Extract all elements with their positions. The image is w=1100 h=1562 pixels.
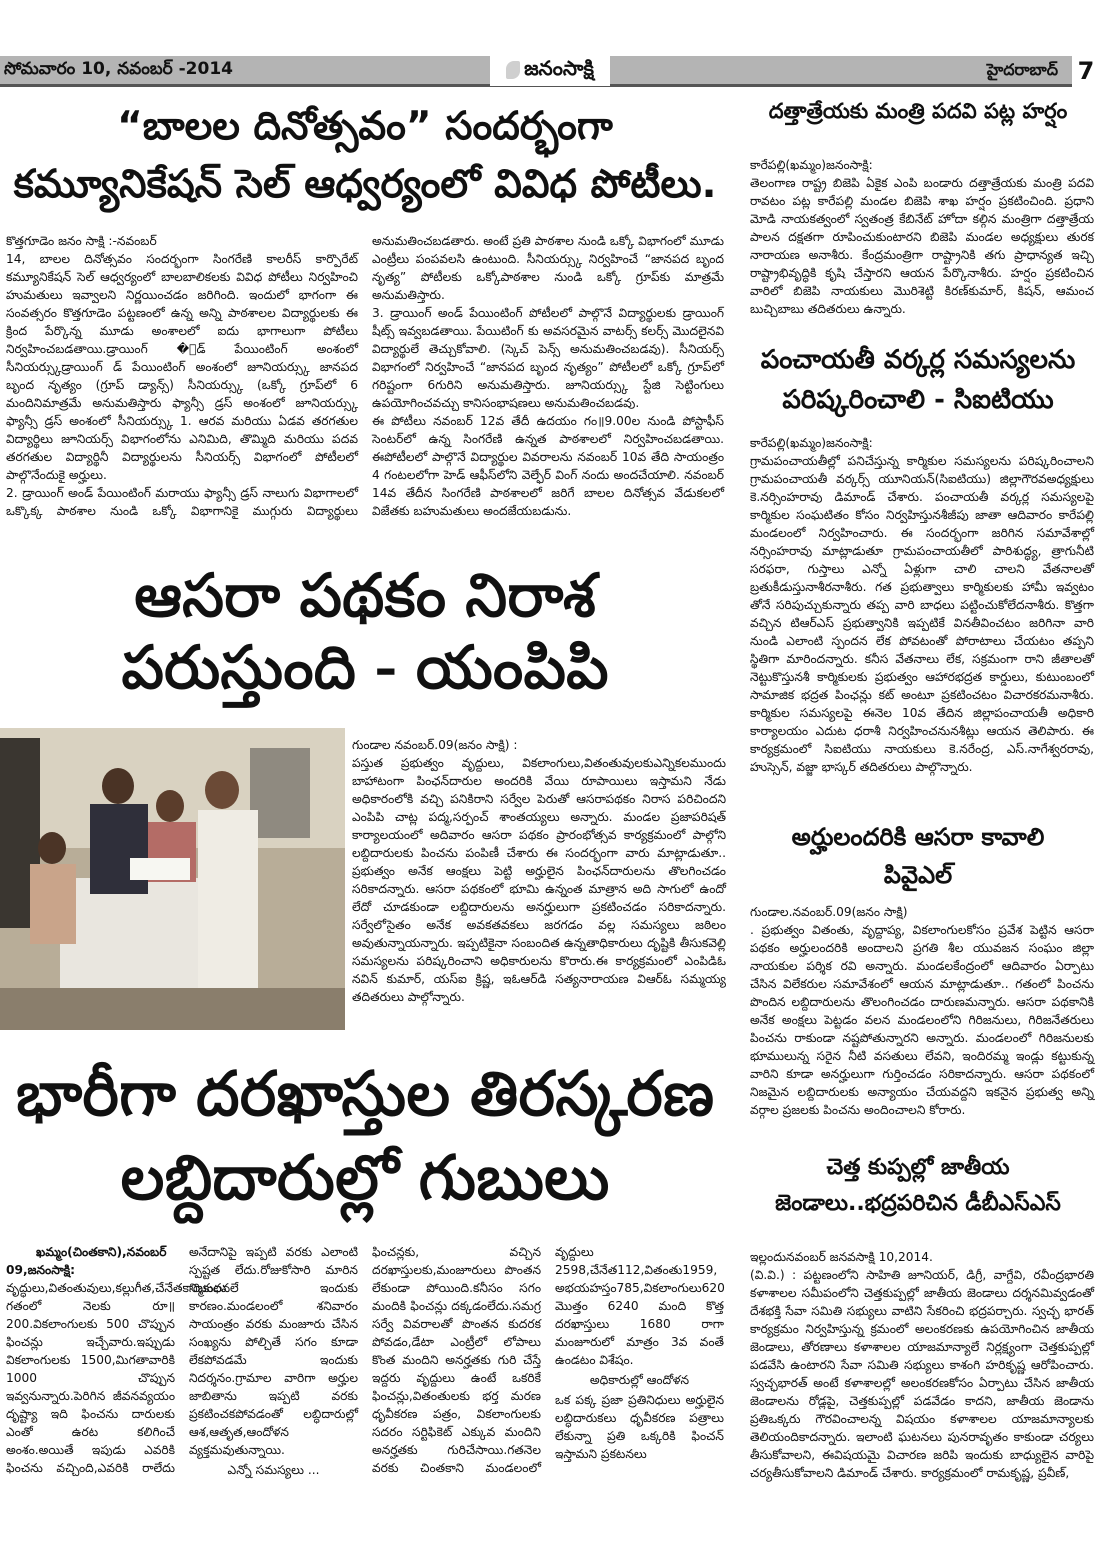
headline-asara: [0, 560, 730, 704]
paragraph: ఒక పక్క ప్రజా ప్రతినిధులు అర్హులైన లబ్ధిదారుకలు ధృవీకరణ పత్రాలు లేకున్నా ప్రతి ఒక్కరికి ఫించన్ ఇస్తామని ప్రకటనలు: [555, 1393, 724, 1461]
headline-line: దత్తాత్రేయకు మంత్రి పదవి పట్ల హర్షం: [768, 99, 1068, 123]
paragraph: వృద్ధులు,వితంతువులు,కల్లుగీత,చేనేతకార్మికులు గతంలో నెలకు రూ॥200.వికలాంగులకు 500 చొప్పున ఫించన్లు ఇచ్చేవారు.ఇప్పుడు వికలాంగులకు 1500,మిగతావారికి 1000 చొప్పున ఇవ్వనున్నారు.పెరిగిన జీవనవ్యయం దృష్ట్యా ఇది ఫించను దారులకు ఎంతో ఉరట కలిగించే అంశం.అయితే ఇపుడు ఎవరికి ఫించను వచ్చింది,ఎవరికి రాలేదు అనేదానిపై ఇప్పటి వరకు ఎలాంటి స్పష్టత లేదు.రోజుకోసారి మారిన నిబంధనలే ఇందుకు కారణం.మండలంలో శనివారం సాయంత్రం వరకు మంజూరు చేసిన సంఖ్యను పోల్చితే సగం కూడా లేకపోవడమే ఇందుకు నిదర్శనం.గ్రామాల వారిగా అర్హుల జాబితాను ఇప్పటి వరకు ప్రకటించకపోవడంతో లబ్ధిదారుల్లో ఆశ,ఆతృత,ఆందోళన వ్యక్తమవుతున్నాయి.: [6, 1245, 358, 1475]
issue-date: సోమవారం 10, నవంబర్ -2014: [4, 59, 233, 79]
paragraph: 3. డ్రాయింగ్ అండ్ పేయింటింగ్ పోటీలలో పాల్గొనే విద్యార్థులకు డ్రాయింగ్ షీట్స్ ఇవ్వబడతాయి. పేయిటింగ్ కు అవసరమైన వాటర్స్ కలర్స్ మొదలైనవి విద్యార్థులే తెచ్చుకోవాలి. (స్కెచ్ పెన్స్ అనుమతించబడవు). సీనియర్స్ విభాగంలో నిర్వహించే “జానపద బృంద నృత్యం” పోటీలలో ఒక్కో గ్రూప్‌లో గరిష్టంగా 6గురిని అనుమతిస్తారు. జూనియర్స్కు స్టేజి సెట్టింగులు ఉపయోగించవచ్చు కానిసంభాషణలు అనుమతించబడవు.: [372, 306, 724, 410]
article-asara-body: [352, 736, 726, 1006]
photo-pension-distribution: [0, 728, 345, 1030]
paragraph: . ప్రభుత్వం వితంతు, వృద్దాప్య, వికలాంగులకోసం ప్రవేశ పెట్టిన ఆసరా పథకం అర్హులందరికి అందాలని ప్రగతి శీల యువజన సంఘం జిల్లా నాయకుల పర్శిక రవి అన్నారు. మండలకేంద్రంలో ఆదివారం ఏర్పాటు చేసిన విలేకరుల సమావేశంలో ఆయన మాట్లాడుతూ.. గతంలో పించను పొందిన లబ్దిదారులను తొలంగించడం దారుణమన్నారు. ఆసరా పథకానికి అనేక అంక్షలు పెట్టడం వలన మండలంలోని గిరిజనులు, గిరిజనేతరులు పించను రాకుండా నష్టపోతున్నారని అన్నారు. మండలంలో గిరిజనులకు భూములున్న సరైన నీటి వసతులు లేవని, ఇందిరమ్మ ఇండ్లు కట్టుకున్న వారిని కూడా అనర్హులుగా గుర్తించడం సరికాదన్నారు. ఆసరా పథకంలో నిజమైన లబ్దిదారులకు అన్యాయం చేయవద్దని ఇకనైన ప్రభుత్వ అన్ని వర్గాల ప్రజలకు పించను అందించాలని కోరారు.: [750, 923, 1094, 1117]
page-number: 7: [1072, 54, 1100, 88]
paragraph: (వి.వి.) : పట్టణంలోని సాహితి జూనియర్, డిగ్రీ, వాగ్దేవి, రవీంద్రభారతి కళాశాలల సమీపంలోని చెత్తకుప్పల్లో జాతీయ జెండాలు దర్శనమివ్వడంతో దేశభక్తి సేవా సమితి సభ్యులు వాటిని సేకరించి భద్రపర్చారు. స్వచ్ఛ భారత్ కార్యక్రమం నిర్వహిస్తున్న క్రమంలో అలంకరణకు ఉపయోగించిన జాతీయ జెండాలు, తోరణాలు కళాశాలల యాజమాన్యాలే నిర్లక్ష్యంగా చెత్తకుప్పల్లో పడవేసి ఉంటారని సేవా సమితి సభ్యులు కాశంగి హరికృష్ణ ఆరోపించారు. స్వచ్ఛభారత్ అంటే కళాశాలల్లో అలంకరణకోసం ఏర్పాటు చేసిన జాతీయ జెండాలను రోడ్లపై, చెత్తకుప్పల్లో పడవేడం కాదని, జాతీయ జెండాను ప్రతిఒక్కరు గౌరవించాలన్న విషయం కళాశాలల యాజమాన్యాలకు తెలియందికాదన్నారు. ఇలాంటి ఘటనలు పునరావృతం కాకుండా చర్యలు తీసుకోవాలని, ఈవిషయమై విచారణ జరిపి ఇందుకు బాధ్యులైన వారిపై చర్యతీసుకోవాలని డిమాండ్ చేశారు. కార్యక్రమంలో రామకృష్ణ, ప్రవీణ్,: [750, 1268, 1094, 1480]
dateline: గుండాల నవంబర్.09(జనం సాక్షి) :: [352, 738, 518, 752]
headline-line: అర్హులందరికి ఆసరా కావాలి: [791, 823, 1045, 851]
article-panchayat-body: [750, 434, 1094, 776]
article-rejections-body: [6, 1243, 724, 1533]
headline-pyl: [736, 818, 1100, 894]
news-photo: [0, 728, 345, 1030]
headline-line: భారీగా దరఖాస్తుల తిరస్కరణ: [15, 1057, 715, 1130]
paragraph: 14, బాలల దినోత్సవం సందర్భంగా సింగరేణి కాలరీస్ కార్పొరేట్ కమ్యూనికేషన్ సెల్ ఆధ్వర్యంలో బాలబాలికలకు వివిధ పోటీలు నిర్వహించి హుమతులు ఇవ్వాలని నిర్ణయించడం జరిగింది. ఇందులో భాగంగా ఈ సంవత్సరం కొత్తగూడెం పట్టణంలో ఉన్న అన్ని పాఠశాలల విద్యార్థులకు ఈ క్రింద పేర్కొన్న మూడు అంశాలలో ఐదు భాగాలుగా పోటీలు నిర్వహించబడతాయి.డ్రాయింగ్ �ండ్ పేయింటింగ్ అంశంలో సీనియర్స్కుడ్రాయింగ్ డ్ పేయింటింగ్ అంశంలో జూనియర్స్కు జానపద బృంద నృత్యం (గ్రూప్ డ్యాన్స్) సీనియర్స్కు (ఒక్కో గ్రూప్‌లో 6 మందినిమాత్రమే అనుమతిస్తారు ఫ్యాన్సీ డ్రస్ అంశంలో జూనియర్స్కు ఫ్యాన్సీ డ్రస్ అంశంలో సీనియర్స్కు 1. ఆరవ మరియు ఏడవ తరగతుల విద్యార్థిలు జూనియర్స్ విభాగంలోను ఎనిమిది, తొమ్మిది మరియు పదవ తరగతుల విద్యార్థినీ విద్యార్థులను సీనియర్స్ విభాగంలో పోటీలలో పాల్గొనేందుకై అర్హులు.: [6, 252, 358, 482]
headline-line: పరిష్కరించాలి - సిఐటియు: [782, 385, 1054, 415]
logo-text: జనంసాక్షి: [524, 55, 594, 80]
paragraph: పస్తుత ప్రభుత్వం వృద్దులు, వికలాంగులు,వితంతువులకుఎన్నికలముందు బాహాటంగా పింఛన్‌దారుల అందరికి వేయి రూపాయిలు ఇస్తామని నేడు అధికారంలోకి వచ్చి పనికిరాని సర్వేల పెరుతో ఆసరాపథకం నిరాస పరిచిందని ఎంపిపి చాట్ల పద్మ,సర్పంచ్ శాంతయ్యలు అన్నారు. మండల ప్రజాపరిషత్ కార్యాలయంలో అదివారం ఆసరా పథకం ప్రారంభోత్సవ కార్యక్రమంలో పాల్గోని లబ్దిదారులకు పించను పంపిణీ చేశారు ఈ సందర్భంగా వారు మాట్లాడుతూ.. ప్రభుత్వం అనేక ఆంక్షలు పెట్టి అర్హులైన పింఛన్‌దారులను తొలగించడం సరికాదన్నారు. ఆసరా పథకంలో భూమి ఉన్నంత మాత్రాన అది సాగులో ఉందో లేదో చూడకుండా లబ్దిదారులను అనర్హులుగా ప్రకటించడం సరికాదన్నారు. సర్వేలోసైతం అనేక అవకతవకలు జరగడం వల్ల సమస్యలు జఠిలం అవుతున్నాయన్నారు. ఇప్పటికైనా సంబందిత ఉన్నతాధికారులు దృష్టికి తీసుకవెల్లి సమస్యలను పరిష్కరించాని అధికారులను కొరారు.ఈ కార్యక్రమంలో ఎంపిడిఓ నవిన్ కుమార్, యస్ఐ క్రిష్ణ, ఇఓఆర్‌డి సత్యనారాయణ విఆర్ఓ సమ్మయ్య తదితరులు పాల్గోన్నారు.: [352, 756, 726, 1004]
headline-line: లబ్దిదారుల్లో గుబులు: [120, 1141, 610, 1214]
article-dattatreya-body: [750, 156, 1094, 318]
headline-line: పంచాయతీ వర్కర్ల సమస్యలను: [760, 345, 1076, 375]
paragraph: 2. డ్రాయింగ్ అండ్ పేయింటింగ్ మరాయు ఫ్యాన్సీ డ్రస్ నాలుగు విభాగాలలో ఒక్కొక్క పాఠశాల నుండి ఒక్కో విభాగానికై ముగ్గురు విద్యార్థులు అనుమతించబడతారు. అంటే ప్రతి పాఠశాల నుండి ఒక్కో విభాగంలో మూడు ఎంట్రీలు పంపవలసి ఉంటుంది. సీనియర్స్కు నిర్వహించే “జానపద బృంద నృత్య” పోటీలకు ఒక్కోపాఠశాల నుండి ఒక్కో గ్రూప్‌కు మాత్రమే అనుమతిస్తారు.: [6, 234, 724, 518]
masthead: [0, 56, 1100, 87]
headline-line: పరుస్తుంది - యంపిపి: [121, 633, 609, 703]
dateline: కొత్తగూడెం జనం సాక్షి :-నవంబర్: [6, 234, 157, 248]
dateline: కారేపల్లి(ఖమ్మం)జనంసాక్షి:: [750, 158, 873, 172]
logo-leaf-icon: [506, 61, 520, 79]
subheading: ఎన్నో సమస్యలు ...: [227, 1463, 320, 1477]
article-pyl-body: [750, 903, 1094, 1119]
headline-line: పివైఎల్: [883, 861, 953, 889]
subheading: అధికారుల్లో ఆందోళన: [589, 1373, 690, 1387]
headline-dattatreya: [736, 96, 1100, 126]
headline-line: చెత్త కుప్పల్లో జాతీయ: [826, 1155, 1010, 1180]
paragraph: ఈ పోటీలు నవంబర్ 12వ తేదీ ఉదయం గం॥9.00ల నుండి పోస్టాఫీస్ సెంటర్‌లో ఉన్న సింగరేణి ఉన్నత పాఠశాలలో నిర్వహించబడతాయి. ఈపోటీలలో పాల్గొనే విద్యార్థుల వివరాలను నవంబర్ 10వ తేది సాయంత్రం 4 గంటలలోగా హెడ్ ఆఫీస్‌లోని వెల్ఫేర్ వింగ్ నందు అందచేయాలి. నవంబర్ 14వ తేదీన సింగరేణి పాఠశాలలో జరిగే బాలల దినోత్సవ వేడుకలలో విజేతకు బహుమతులు అందజేయబడును.: [372, 414, 724, 518]
newspaper-logo: [490, 54, 610, 86]
paragraph: గ్రామపంచాయతీల్లో పనిచేస్తున్న కార్మికుల సమస్యలను పరిష్కరించాలని గ్రామపంచాయతీ వర్కర్స్ యూనియన్(సిఐటియు) జిల్లాగౌరవఅధ్యక్షులు కె.నర్సింహరావు డిమాండ్ చేశారు. పంచాయతీ వర్కర్ల సమస్యలపై కార్మికుల సంఘటితం కోసం నిర్వహిస్తునశీజీపు జాతా ఆదివారం కారేపల్లి మండలంలో నిర్వహించారు. ఈ సందర్భంగా జరిగిన సమావేశాల్లో నర్సింహరావు మాట్లాడుతూ గ్రామపంచాయతీలో పారిశుద్ధ్య, త్రాగునీటి సరఫరా, గుస్తాలు ఎన్నో ఏళ్లుగా చాలి చాలని వేతనాలతో బ్రతుకీడుస్తునాశీరనాశీరు. గత ప్రభుత్వాలు కార్మికులకు హామీ ఇవ్వటం తోనే సరిపుచ్చుకున్నారు తప్ప వారి బాధలు పట్టించుకోలేదనాశీరు. కొత్తగా వచ్చిన టిఆర్ఎస్ ప్రభుత్వానికి ఇప్పటికే వినతీవించటం జరిగినా వారి నుండి ఎలాంటి స్పందన లేక పోవటంతో పోరాటాలు చేయటం తప్పని స్థితిగా మారిందన్నారు. కనీస వేతనాలు లేక, సక్రమంగా రాని జీతాలతో నెట్టుకొస్తునశీ కార్మికులకు ప్రభుత్వం ఆహారభద్రత కార్డులు, కుటుంబంలో సామాజిక భద్రత పింఛన్లు కట్ అంటూ ప్రకటించటం విచారకరమనాశీరు. కార్మికుల సమస్యలపై ఈనెల 10వ తేదిన జిల్లాపంచాయతీ అధికారి కార్యాలయం ఎదుట ధరాశీ నిర్వహించనునశీట్లు ఆయన తెలిపారు. ఈ కార్యక్రమంలో సిఐటియు నాయకులు కె.నరేంద్ర, ఎస్.నాగేశ్వరరావు, హుస్సెన్, వజ్జా భాస్కర్ తదితరులు పాల్గొన్నారు.: [750, 454, 1094, 774]
paragraph: తెలంగాణ రాష్ట్ర బిజెపి ఏకైక ఎంపి బండారు దత్తాత్రేయకు మంత్రి పదవి రావటం పట్ల కారేపల్లి మండల బిజెపి శాఖ హర్షం ప్రకటించింది. ప్రధాని మోడి నాయకత్వంలో స్వతంత్ర కేబినేట్ హోదా కల్గిన మంత్రిగా దత్తాత్రేయ పాలన దక్షతగా రూపించుకుంటారని బిజెపి మండల అధ్యక్షులు తురక నారాయణ అనాశీరు. కేంద్రమంత్రిగా రాష్ట్రానికి తగు ప్రాధాన్యత ఇచ్చి రాష్ట్రాభివృద్ధికి కృషి చేస్తారని ఆయన పేర్కొనాశీరు. హర్షం ప్రకటించిన వారిలో బిజెపి నాయకులు మొరిశెట్టి కిరణ్‌కుమార్, కిషన్, ఆమంచ బుచ్చిబాబు తదితరులు ఉన్నారు.: [750, 176, 1094, 316]
dateline: కారేపల్లి(ఖమ్మం)జనంసాక్షి:: [750, 436, 873, 450]
headline-line: “బాలల దినోత్సవం” సందర్భంగా: [117, 104, 613, 149]
paragraph: ఫించన్లకు, వచ్చిన దరఖాస్తులకు,మంజూరులు పొంతన లేకుండా పోయింది.కనీసం సగం మందికి ఫించన్లు దక్కడంలేదు.సమగ్ర సర్వే వివరాలతో పొంతన కుదరక పోవడం,డేటా ఎంట్రీలో లోపాలు కొంత మందిని అనర్హతకు గురి చేస్తే ఇద్దరు వృద్దులు ఉంటే ఒకరికే ఫించన్లు,వితంతులకు భర్త మరణ ధృవీకరణ పత్రం, వికలాంగులకు సదరం సర్టిఫికెట్ ఎక్కువ మందిని అనర్హతకు గురిచేసాయి.గతనెల వరకు చింతకాని మండలంలో వృద్దులు 2598,చేనేత112,వితంతు1959, అభయహస్తం785,వికలాంగులు620 మొత్తం 6240 మంది కొత్త దరఖాస్తులు 1680 రాగా మంజూరులో మాత్రం 3వ వంతే ఉండటం విశేషం.: [372, 1245, 725, 1475]
dateline: ఇల్లందునవంబర్ జనవసాక్షి 10,2014.: [750, 1250, 933, 1264]
headline-line: కమ్యూనికేషన్ సెల్ ఆధ్వర్యంలో వివిధ పోటీలు.: [13, 162, 717, 207]
article-childrens-day-body: [6, 232, 724, 532]
headline-line: ఆసరా పథకం నిరాశ: [134, 561, 596, 631]
headline-flags: [736, 1150, 1100, 1222]
headline-rejections: [0, 1052, 730, 1220]
article-flags-body: [750, 1248, 1094, 1482]
dateline: ఖమ్మం(చింతకాని),నవంబర్ 09,జనంసాక్షి:: [6, 1245, 167, 1277]
headline-childrens-day: [0, 98, 730, 214]
dateline: గుండాల.నవంబర్.09(జనం సాక్షి): [750, 905, 908, 919]
headline-panchayat: [736, 340, 1100, 420]
headline-line: జెండాలు..భద్రపరిచిన డీబీఎస్ఎస్: [775, 1191, 1061, 1216]
edition-city: హైదరాబాద్: [986, 60, 1058, 79]
